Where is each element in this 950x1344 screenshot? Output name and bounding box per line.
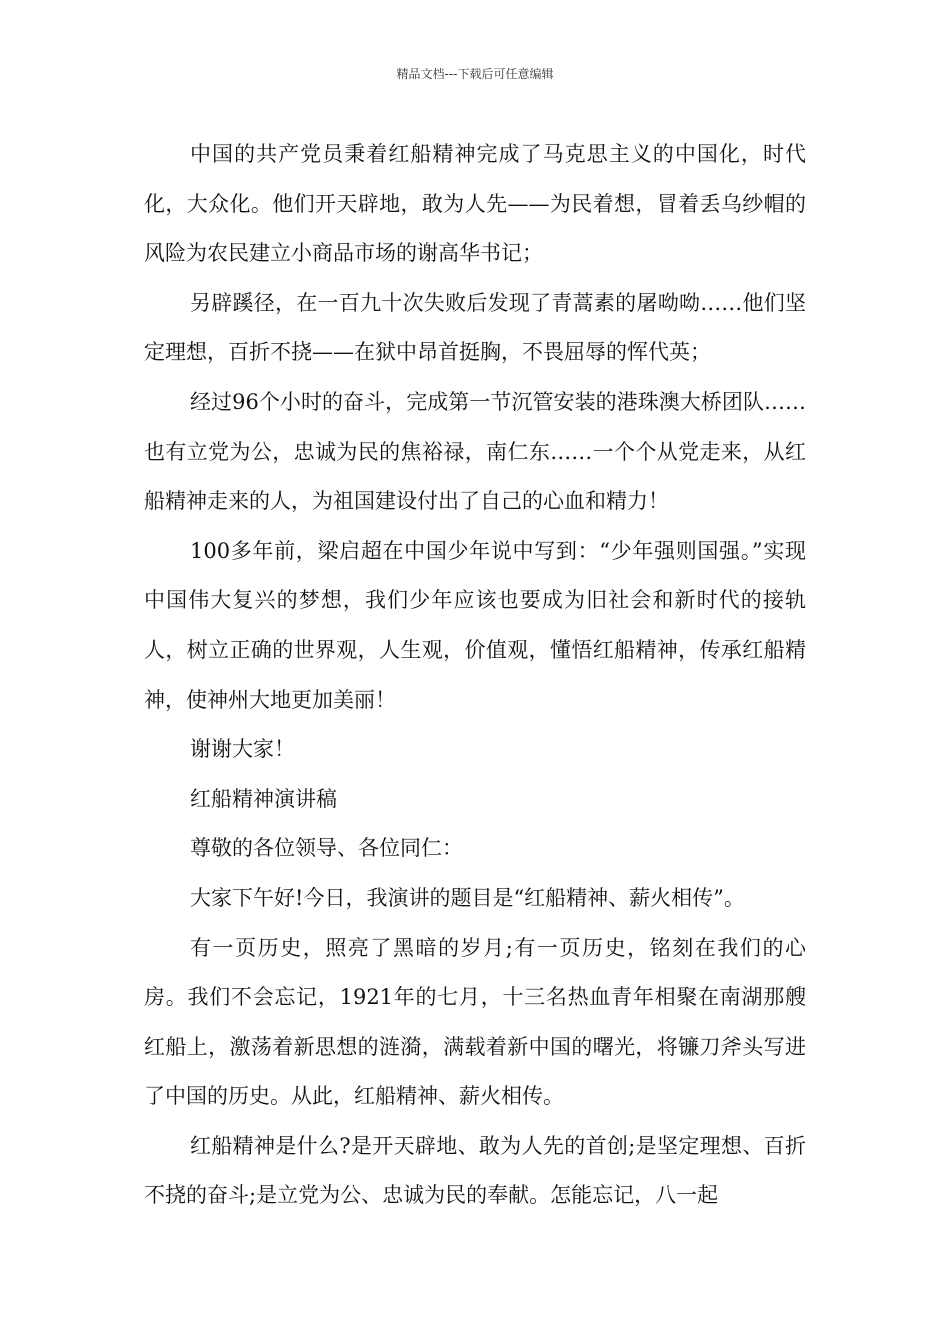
paragraph: 中国的共产党员秉着红船精神完成了马克思主义的中国化，时代化，大众化。他们开天辟地，敢为人先——为民着想，冒着丢乌纱帽的风险为农民建立小商品市场的谢高华书记；: [144, 142, 806, 266]
paragraph: 红船精神是什么?是开天辟地、敢为人先的首创;是坚定理想、百折不挠的奋斗;是立党为公、忠诚为民的奉献。怎能忘记，八一起: [144, 1133, 806, 1208]
paragraph: 大家下午好!今日，我演讲的题目是“红船精神、薪火相传”。: [190, 885, 745, 910]
speech-title: 红船精神演讲稿: [190, 786, 337, 811]
document-body: [144, 130, 806, 1221]
paragraph: 另辟蹊径，在一百九十次失败后发现了青蒿素的屠呦呦……他们坚定理想，百折不挠——在狱中昂首挺胸，不畏屈辱的恽代英；: [144, 290, 806, 365]
page-header: 精品文档---下载后可任意编辑: [396, 67, 554, 81]
salutation: 尊敬的各位领导、各位同仁：: [190, 836, 463, 861]
paragraph: 100多年前，梁启超在中国少年说中写到：“少年强则国强。”实现中国伟大复兴的梦想，我们少年应该也要成为旧社会和新时代的接轨人，树立正确的世界观，人生观，价值观，懂悟红船精神，传承红船精神，使神州大地更加美丽！: [144, 538, 806, 712]
paragraph: 有一页历史，照亮了黑暗的岁月;有一页历史，铭刻在我们的心房。我们不会忘记，1921年的七月，十三名热血青年相聚在南湖那艘红船上，激荡着新思想的涟漪，满载着新中国的曙光，将镰刀斧头写进了中国的历史。从此，红船精神、薪火相传。: [144, 935, 806, 1109]
closing-line: 谢谢大家！: [190, 737, 295, 762]
paragraph: 经过96个小时的奋斗，完成第一节沉管安装的港珠澳大桥团队……也有立党为公，忠诚为民的焦裕禄，南仁东……一个个从党走来，从红船精神走来的人，为祖国建设付出了自己的心血和精力！: [144, 389, 806, 514]
